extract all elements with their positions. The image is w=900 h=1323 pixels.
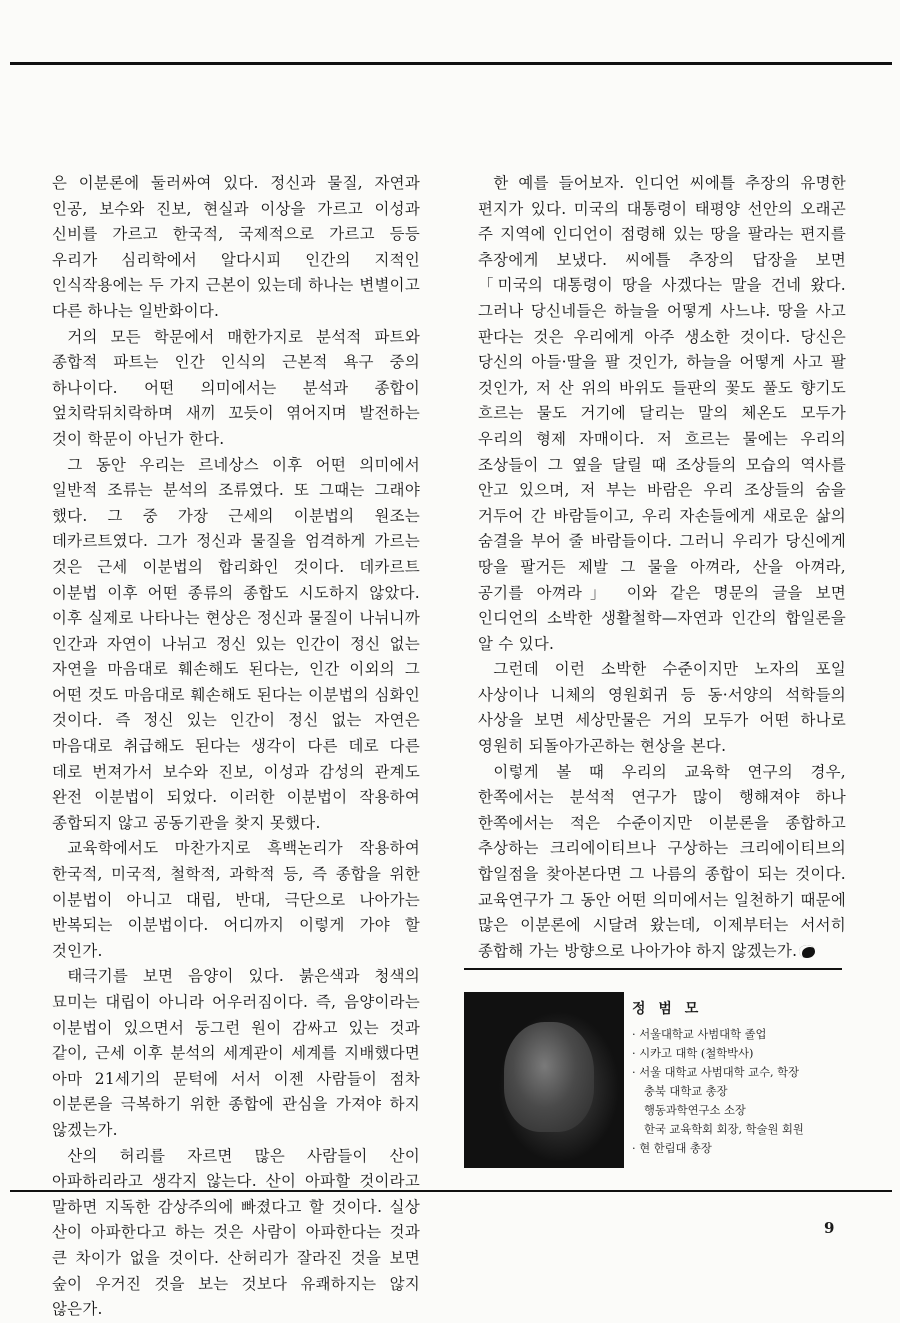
credential-text: 현 한림대 총장 [639,1142,712,1155]
credential-item [632,1120,852,1139]
left-paragraph: 태극기를 보면 음양이 있다. 붉은색과 청색의 묘미는 대립이 아니라 어우러짐이다. 즉, 음양이라는 이분법이 있으면서 둥그런 원이 감싸고 있는 것과 같이, 근세 이후 분석의 세계관이 세계를 지배했다면 아마 21세기의 문턱에 서서 이젠 사람들이 점차 이분론을 극복하기 위한 종합에 관심을 가져야 하지 않겠는가. [52,967,420,1139]
right-paragraph: 이렇게 볼 때 우리의 교육학 연구의 경우, 한쪽에서는 분석적 연구가 많이 행해져야 하나 한쪽에서는 적은 수준이지만 이분론을 종합하고 추상하는 크리에이티브나 구상하는 크리에이티브의 합일점을 찾아본다면 그 나름의 종합이 되는 것이다. 교육연구가 그 동안 어떤 의미에서는 일천하기 때문에 많은 이분론에 시달려 왔는데, 이제부터는 서서히 종합해 가는 방향으로 나아가야 하지 않겠는가. [478,762,846,960]
author-credentials [632,1025,852,1158]
credential-item [632,1139,852,1158]
author-photo [464,992,624,1168]
credential-item [632,1044,852,1063]
bottom-rule [10,1190,892,1192]
bullet-dot: · [632,1028,640,1041]
credential-text: 서울대학교 사범대학 졸업 [639,1028,767,1041]
author-bio [632,1000,852,1158]
credential-text: 충북 대학교 총장 [644,1085,728,1098]
author-box-rule [464,968,842,970]
left-paragraph: 산의 허리를 자르면 많은 사람들이 산이 아파하리라고 생각지 않는다. 산이 아파할 것이라고 말하면 지독한 감상주의에 빠졌다고 할 것이다. 실상 산이 아파한다고 하는 것은 사람이 아파한다는 것과 큰 차이가 없을 것이다. 산허리가 잘라진 것을 보면 숲이 우거진 것을 보는 것보다 유쾌하지는 않지 않은가. [52,1146,420,1319]
left-paragraph: 거의 모든 학문에서 매한가지로 분석적 파트와 종합적 파트는 인간 인식의 근본적 욕구 중의 하나이다. 어떤 의미에서는 분석과 종합이 엎치락뒤치락하며 새끼 꼬듯이 엮어지며 발전하는 것이 학문이 아닌가 한다. [52,327,420,448]
author-name: 정 범 모 [632,1001,703,1017]
credential-text: 행동과학연구소 소장 [644,1104,746,1117]
credential-item [632,1025,852,1044]
end-of-article-icon [799,945,815,958]
page-number: 9 [824,1219,835,1237]
bullet-dot: · [632,1047,640,1060]
credential-text: 시카고 대학 (철학박사) [639,1047,754,1060]
left-paragraph: 그 동안 우리는 르네상스 이후 어떤 의미에서 일반적 조류는 분석의 조류였다. 또 그때는 그래야 했다. 그 중 가장 근세의 이분법의 원조는 데카르트였다. 그가 정신과 물질을 엄격하게 가르는 것은 근세 이분법의 합리화인 것이다. 데카르트 이분법 이후 어떤 종류의 종합도 시도하지 않았다. 이후 실제로 나타나는 현상은 정신과 물질이 나뉘니까 인간과 자연이 나뉘고 정신 있는 인간이 정신 없는 자연을 마음대로 훼손해도 된다는, 인간 이외의 그 어떤 것도 마음대로 훼손해도 된다는 이분법의 심화인 것이다. 즉 정신 있는 인간이 정신 없는 자연은 마음대로 취급해도 된다는 생각이 다른 데로 다른 데로 번져가서 보수와 진보, 이성과 감성의 관계도 완전 이분법이 되었다. 이러한 이분법이 작용하여 종합되지 않고 공동기관을 찾지 못했다. [52,455,420,832]
bullet-dot: · [632,1066,640,1079]
bullet-dot: · [632,1142,640,1155]
right-paragraph: 한 예를 들어보자. 인디언 씨에틀 추장의 유명한 편지가 있다. 미국의 대통령이 태평양 선안의 오래곤 주 지역에 인디언이 점령해 있는 땅을 팔라는 편지를 추장에게 보냈다. 씨에틀 추장의 답장을 보면 「미국의 대통령이 땅을 사겠다는 말을 건네 왔다. 그러나 당신네들은 하늘을 어떻게 사느냐. 땅을 사고 판다는 것은 우리에게 아주 생소한 것이다. 당신은 당신의 아들·딸을 팔 것인가, 하늘을 어떻게 사고 팔 것인가, 저 산 위의 바위도 들판의 꽃도 풀도 향기도 흐르는 물도 거기에 달리는 말의 체온도 모두가 우리의 형제 자매이다. 저 흐르는 물에는 우리의 조상들이 그 옆을 달릴 때 조상들의 모습의 역사를 안고 있으며, 저 부는 바람은 우리 조상들의 숨을 거두어 간 바람들이고, 우리 자손들에게 새로운 삶의 숨결을 부어 줄 바람들이다. 그러니 우리가 당신에게 땅을 팔거든 제발 그 물을 아껴라, 산을 아껴라, 공기를 아껴라」 이와 같은 명문의 글을 보면 인디언의 소박한 생활철학—자연과 인간의 합일론을 알 수 있다. [478,174,846,653]
article-column-right [478,171,846,964]
top-rule [10,62,892,65]
credential-item [632,1101,852,1120]
left-paragraph: 은 이분론에 둘러싸여 있다. 정신과 물질, 자연과 인공, 보수와 진보, 현실과 이상을 가르고 이성과 신비를 가르고 한국적, 국제적으로 가르고 등등 우리가 심리학에서 알다시피 인간의 지적인 인식작용에는 두 가지 근본이 있는데 하나는 변별이고 다른 하나는 일반화이다. [52,174,420,320]
left-paragraph: 교육학에서도 마찬가지로 흑백논리가 작용하여 한국적, 미국적, 철학적, 과학적 등, 즉 종합을 위한 이분법이 아니고 대립, 반대, 극단으로 나아가는 반복되는 이분법이다. 어디까지 이렇게 가야 할 것인가. [52,839,420,960]
credential-text: 서울 대학교 사범대학 교수, 학장 [639,1066,800,1079]
right-paragraph: 그런데 이런 소박한 수준이지만 노자의 포일 사상이나 니체의 영원회귀 등 동·서양의 석학들의 사상을 보면 세상만물은 거의 모두가 어떤 하나로 영원히 되돌아가곤하는 현상을 본다. [478,660,846,756]
credential-text: 한국 교육학회 회장, 학술원 회원 [644,1123,804,1136]
credential-item [632,1063,852,1082]
article-column-left [52,171,420,1323]
credential-item [632,1082,852,1101]
